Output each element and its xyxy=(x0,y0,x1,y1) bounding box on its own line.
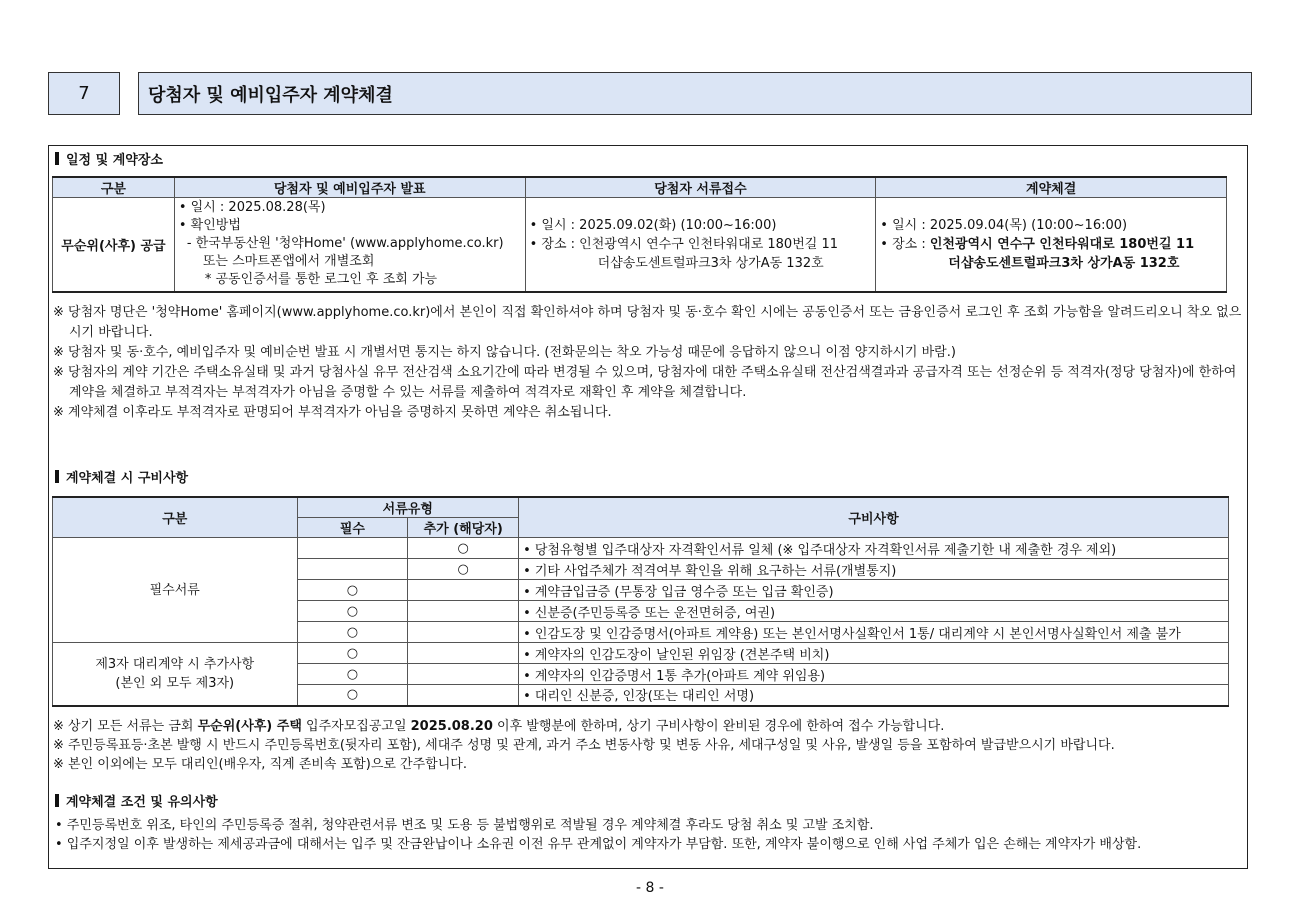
table-row: ○ • 인감도장 및 인감증명서(아파트 계약용) 또는 본인서명사실확인서 1통/ 대리계약 시 본인서명사실확인서 제출 불가 xyxy=(53,622,1229,643)
req-group-required: 필수서류 xyxy=(53,538,298,643)
section-title: 당첨자 및 예비입주자 계약체결 xyxy=(138,72,1252,115)
heading-bar-icon xyxy=(55,794,59,807)
heading-bar-icon xyxy=(55,470,59,483)
table-row: ○ • 대리인 신분증, 인장(또는 대리인 서명) xyxy=(53,685,1229,706)
table-row: ○ • 계약자의 인감증명서 1통 추가(아파트 계약 위임용) xyxy=(53,664,1229,685)
note-item: ※ 본인 이외에는 모두 대리인(배우자, 직계 존비속 포함)으로 간주합니다. xyxy=(53,757,467,772)
heading-bar-icon xyxy=(55,152,59,165)
table-row: ○ • 계약금입금증 (무통장 입금 영수증 또는 입금 확인증) xyxy=(53,580,1229,601)
req-header-category: 구분 xyxy=(53,497,298,538)
requirements-table xyxy=(52,496,1229,707)
schedule-header-announce: 당첨자 및 예비입주자 발표 xyxy=(174,177,525,198)
schedule-header-category: 구분 xyxy=(53,177,175,198)
announce-cell: • 일시 : 2025.08.28(목) • 확인방법 - 한국부동산원 '청약Home' (www.applyhome.co.kr) 또는 스마트폰앱에서 개별조회 * 공동인증서를 통한 로그인 후 조회 가능 xyxy=(174,198,525,292)
contract-cell: • 일시 : 2025.09.04(목) (10:00~16:00) • 장소 : 인천광역시 연수구 인천타워대로 180번길 11 더샵송도센트럴파크3차 상가A동 132호 xyxy=(876,198,1227,292)
req-header-required: 필수 xyxy=(297,518,408,538)
table-row: ○ • 신분증(주민등록증 또는 운전면허증, 여권) xyxy=(53,601,1229,622)
requirements-heading: 계약체결 시 구비사항 xyxy=(55,467,188,486)
note-item: ※ 당첨자 및 동·호수, 예비입주자 및 예비순번 발표 시 개별서면 통지는 하지 않습니다. (전화문의는 착오 가능성 때문에 응답하지 않으니 이점 양지하시기 바람.) xyxy=(53,345,956,360)
docs-cell: • 일시 : 2025.09.02(화) (10:00~16:00) • 장소 : 인천광역시 연수구 인천타워대로 180번길 11 더샵송도센트럴파크3차 상가A동 132호 xyxy=(525,198,876,292)
note-item: ※ 당첨자 명단은 '청약Home' 홈페이지(www.applyhome.co.kr)에서 본인이 직접 확인하셔야 하며 당첨자 및 동·호수 확인 시에는 공동인증서 또는 금융인증서 로그인 후 조회 가능함을 알려드리오니 착오 없으시기 바랍니다. xyxy=(53,305,1242,340)
content-frame xyxy=(48,145,1248,869)
conditions-heading: 계약체결 조건 및 유의사항 xyxy=(55,791,218,810)
list-item: • 입주지정일 이후 발생하는 제세공과금에 대해서는 입주 및 잔금완납이나 소유권 이전 유무 관계없이 계약자가 부담함. 또한, 계약자 불이행으로 인해 사업 주체가 입은 손해는 계약자가 배상함. xyxy=(55,837,1142,852)
req-header-doc-type: 서류유형 xyxy=(297,497,519,518)
table-row: ○ • 기타 사업주체가 적격여부 확인을 위해 요구하는 서류(개별통지) xyxy=(53,559,1229,580)
note-item: ※ 계약체결 이후라도 부적격자로 판명되어 부적격자가 아님을 증명하지 못하면 계약은 취소됩니다. xyxy=(53,405,612,420)
req-group-proxy: 제3자 대리계약 시 추가사항 (본인 외 모두 제3자) xyxy=(53,643,298,706)
schedule-notes xyxy=(51,303,1246,423)
page-number: - 8 - xyxy=(636,880,664,896)
schedule-heading: 일정 및 계약장소 xyxy=(55,149,163,168)
req-header-items: 구비사항 xyxy=(519,497,1229,538)
conditions-list xyxy=(53,816,1243,854)
schedule-header-contract: 계약체결 xyxy=(876,177,1227,198)
table-row: 필수서류 ○ • 당첨유형별 입주대상자 자격확인서류 일체 (※ 입주대상자 자격확인서류 제출기한 내 제출한 경우 제외) xyxy=(53,538,1229,559)
table-row: 제3자 대리계약 시 추가사항 (본인 외 모두 제3자) ○ • 계약자의 인감도장이 날인된 위임장 (견본주택 비치) xyxy=(53,643,1229,664)
requirement-notes xyxy=(51,717,1246,774)
note-item: ※ 상기 모든 서류는 금회 무순위(사후) 주택 입주자모집공고일 2025.08.20 이후 발행분에 한하며, 상기 구비사항이 완비된 경우에 한하여 접수 가능합니다. xyxy=(53,719,945,734)
list-item: • 주민등록번호 위조, 타인의 주민등록증 절취, 청약관련서류 변조 및 도용 등 불법행위로 적발될 경우 계약체결 후라도 당첨 취소 및 고발 조치함. xyxy=(55,818,874,833)
note-item: ※ 당첨자의 계약 기간은 주택소유실태 및 과거 당첨사실 유무 전산검색 소요기간에 따라 변경될 수 있으며, 당첨자에 대한 주택소유실태 전산검색결과과 공급자격 또는 선정순위 등 적격자(정당 당첨자)에 한하여 계약을 체결하고 부적격자는 부적격자가 아님을 증명할 수 있는 서류를 제출하여 적격자로 재확인 후 계약을 체결합니다. xyxy=(53,365,1237,400)
note-item: ※ 주민등록표등·초본 발행 시 반드시 주민등록번호(뒷자리 포함), 세대주 성명 및 관계, 과거 주소 변동사항 및 변동 사유, 세대구성일 및 사유, 발생일 등을 포함하여 발급받으시기 바랍니다. xyxy=(53,738,1115,753)
schedule-header-docs: 당첨자 서류접수 xyxy=(525,177,876,198)
schedule-table xyxy=(52,176,1227,293)
req-header-additional: 추가 (해당자) xyxy=(408,518,519,538)
schedule-category: 무순위(사후) 공급 xyxy=(53,198,175,292)
section-number: 7 xyxy=(48,72,120,115)
